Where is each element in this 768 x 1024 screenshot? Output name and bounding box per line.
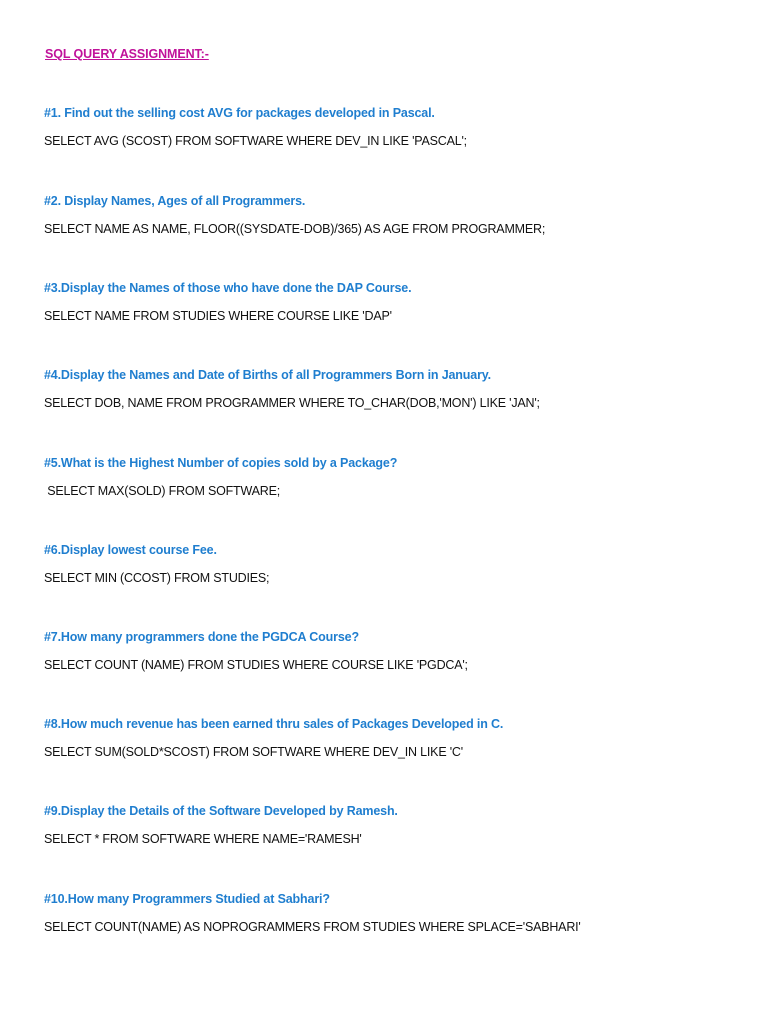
qa-item-8 — [44, 716, 744, 760]
answer-2: SELECT NAME AS NAME, FLOOR((SYSDATE-DOB)/365) AS AGE FROM PROGRAMMER; — [44, 222, 546, 236]
question-8: #8.How much revenue has been earned thru sales of Packages Developed in C. — [44, 717, 504, 731]
answer-7: SELECT COUNT (NAME) FROM STUDIES WHERE COURSE LIKE 'PGDCA'; — [44, 658, 468, 672]
question-5: #5.What is the Highest Number of copies sold by a Package? — [44, 456, 398, 470]
question-9: #9.Display the Details of the Software Developed by Ramesh. — [44, 804, 398, 818]
qa-item-1 — [44, 105, 744, 149]
qa-item-2 — [44, 193, 744, 237]
answer-4: SELECT DOB, NAME FROM PROGRAMMER WHERE TO_CHAR(DOB,'MON') LIKE 'JAN'; — [44, 396, 540, 410]
answer-9: SELECT * FROM SOFTWARE WHERE NAME='RAMESH' — [44, 832, 362, 846]
qa-item-5 — [44, 455, 744, 499]
qa-item-10 — [44, 891, 744, 935]
question-3: #3.Display the Names of those who have done the DAP Course. — [44, 281, 412, 295]
question-1: #1. Find out the selling cost AVG for packages developed in Pascal. — [44, 106, 435, 120]
qa-item-7 — [44, 629, 744, 673]
answer-10: SELECT COUNT(NAME) AS NOPROGRAMMERS FROM STUDIES WHERE SPLACE='SABHARI' — [44, 920, 581, 934]
question-2: #2. Display Names, Ages of all Programmers. — [44, 194, 306, 208]
qa-item-4 — [44, 367, 744, 411]
answer-1: SELECT AVG (SCOST) FROM SOFTWARE WHERE DEV_IN LIKE 'PASCAL'; — [44, 134, 467, 148]
answer-5: SELECT MAX(SOLD) FROM SOFTWARE; — [44, 484, 280, 498]
document-title: SQL QUERY ASSIGNMENT:- — [45, 47, 209, 61]
answer-3: SELECT NAME FROM STUDIES WHERE COURSE LIKE 'DAP' — [44, 309, 392, 323]
answer-6: SELECT MIN (CCOST) FROM STUDIES; — [44, 571, 270, 585]
answer-8: SELECT SUM(SOLD*SCOST) FROM SOFTWARE WHERE DEV_IN LIKE 'C' — [44, 745, 463, 759]
question-10: #10.How many Programmers Studied at Sabhari? — [44, 892, 330, 906]
question-4: #4.Display the Names and Date of Births of all Programmers Born in January. — [44, 368, 491, 382]
qa-item-6 — [44, 542, 744, 586]
question-6: #6.Display lowest course Fee. — [44, 543, 217, 557]
qa-item-3 — [44, 280, 744, 324]
question-7: #7.How many programmers done the PGDCA Course? — [44, 630, 359, 644]
qa-item-9 — [44, 803, 744, 847]
